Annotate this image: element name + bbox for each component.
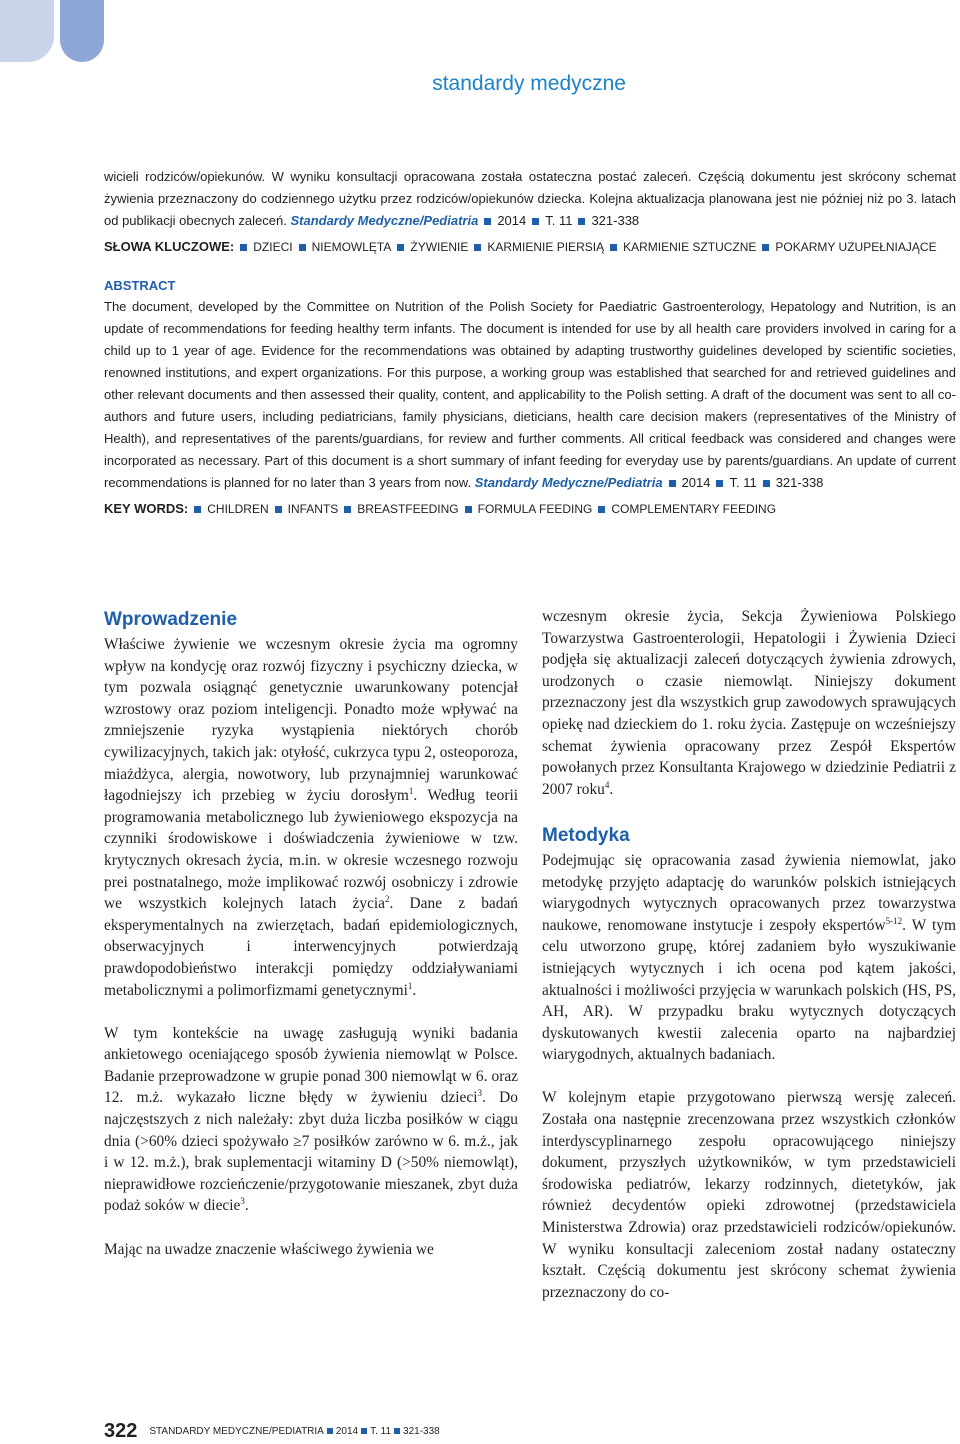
keyword-pl: NIEMOWLĘTA — [311, 240, 392, 254]
abstract-text: The document, developed by the Committee on Nutrition of the Polish Society for Paediatric Gastroenterology, Hepatology and Nutrition, is an update of recommendations for feeding healthy term infants. The document is intended for use by all health care providers involved in caring for a child up to 1 year of age. Evidence for the recommendations was obtained by adapting trustworthy guidelines developed by scientific societies, renowned institutions, and expert organizations. For this purpose, a working group was established that searched for and retrieved guidelines and other relevant documents and then assessed their quality, content, and applicability to the Polish setting. A draft of the document was sent to all co-authors and future users, including pediatricians, family physicians, dieticians, health care decision makers (representatives of the Ministry of Health), and representatives of the parents/guardians, for review and further comments. All critical feedback was considered and changes were incorporated as necessary. Part of this document is a short summary of infant feeding for everyday use by parents/guardians. An update of current recommendations is planned for no later than 3 years from now. — [104, 299, 956, 490]
body-text: wczesnym okresie życia, Sekcja Żywieniowa Polskiego Towarzystwa Gastroenterologii, Hepatologii i Żywienia Dzieci podjęła się aktualizacji zaleceń dotyczących żywienia zdrowych, urodzonych o czasie niemowląt. Niniejszy dokument przeznaczony jest dla wszystkich grup zawodowych sprawujących opiekę nad dzieckiem do 1. roku życia. Zastępuje on wcześniejszy schemat żywienia opracowany przez Zespół Ekspertów powołanych przez Konsultanta Krajowego w dziedzinie Pediatrii z 2007 roku — [542, 608, 956, 798]
citation-journal: Standardy Medyczne/Pediatria — [290, 213, 479, 228]
body-text: . W tym celu utworzono grupę, której zadaniem było wyszukiwanie istniejących wytycznych i ich ocena pod kątem jakości, aktualności i możliwości przyjęcia w warunkach polskich (HS, PS, AH, AR). W przypadku braku wytycznych dotyczących dyskutowanych kwestii zalecenia oparto na najbardziej wiarygodnych, aktualnych badaniach. — [542, 916, 956, 1064]
body-paragraph: Mając na uwadze znaczenie właściwego żywienia we — [104, 1240, 434, 1258]
keyword-en: CHILDREN — [207, 502, 269, 516]
square-bullet-icon — [397, 244, 404, 251]
citation-year: 2014 — [497, 213, 527, 228]
section-heading-introduction: Wprowadzenie — [104, 609, 238, 630]
square-bullet-icon — [763, 480, 770, 487]
keyword-en: BREASTFEEDING — [357, 502, 459, 516]
reference-marker: 1 — [407, 980, 413, 991]
keyword-pl: DZIECI — [253, 240, 293, 254]
keywords-en-label: KEY WORDS: — [104, 501, 189, 516]
square-bullet-icon — [484, 218, 491, 225]
reference-marker: 3 — [240, 1196, 245, 1207]
body-paragraph — [542, 850, 956, 1066]
square-bullet-icon — [598, 506, 605, 513]
footer-pages: 321-338 — [403, 1426, 440, 1437]
body-column-left — [104, 606, 518, 1282]
reference-marker: 5-12 — [885, 915, 903, 926]
keyword-pl: KARMIENIE SZTUCZNE — [623, 240, 757, 254]
reference-marker: 2 — [385, 894, 390, 904]
keywords-pl — [104, 238, 956, 256]
keyword-pl: POKARMY UZUPEŁNIAJĄCE — [775, 240, 937, 254]
square-bullet-icon — [240, 244, 247, 251]
citation-volume: T. 11 — [545, 213, 573, 228]
body-paragraph — [104, 1023, 518, 1217]
page-footer — [104, 1420, 440, 1443]
corner-decoration-dark — [60, 0, 104, 62]
citation-year: 2014 — [681, 475, 711, 490]
reference-marker: 4 — [604, 779, 610, 790]
article-front-matter — [104, 166, 956, 518]
square-bullet-icon — [578, 218, 585, 225]
square-bullet-icon — [716, 480, 723, 487]
square-bullet-icon — [394, 1428, 400, 1434]
corner-decoration-light — [0, 0, 54, 62]
citation-en — [475, 475, 824, 490]
square-bullet-icon — [669, 480, 676, 487]
page-number: 322 — [104, 1420, 138, 1442]
reference-marker: 3 — [477, 1088, 482, 1099]
citation-pages: 321-338 — [775, 475, 824, 490]
body-text: . Dane z badań eksperymentalnych na zwierzętach, badań epidemiologicznych, obserwacyjnych i interwencyjnych potwierdzają prawdopodobieństwo interakcji pomiędzy oddziaływaniami metabolicznymi a polimorfizmami genetycznymi — [104, 895, 518, 999]
keywords-pl-label: SŁOWA KLUCZOWE: — [104, 239, 235, 254]
body-text: . Do najczęstszych z nich należały: zbyt duża liczba posiłków w ciągu dnia (>60% dzieci spożywało ≥7 posiłków zarówno w 6. m.ż., jak i w 12. m.ż.), brak suplementacji witaminy D (>50% niemowląt), nieprawidłowe rozcieńczenie/przygotowanie mieszanek, zbyt duża podaż soków w diecie — [104, 1089, 518, 1215]
abstract-heading: ABSTRACT — [104, 278, 176, 293]
body-text: . Według teorii programowania metabolicznego lub żywieniowego ekspozycja na czynniki środowiskowe i doświadczenia żywieniowe w tzw. krytycznych okresach życia, m.in. w okresie wczesnego rozwoju prei postnatalnego, może implikować rozwój osobniczy i zdrowie we wszystkich kolejnych latach życia — [104, 787, 518, 913]
keyword-en: FORMULA FEEDING — [477, 502, 593, 516]
keyword-pl: KARMIENIE PIERSIĄ — [487, 240, 605, 254]
reference-marker: 1 — [408, 786, 414, 797]
body-text: . — [609, 780, 614, 798]
body-paragraph — [104, 634, 518, 1001]
square-bullet-icon — [194, 506, 201, 513]
keyword-en: COMPLEMENTARY FEEDING — [611, 502, 777, 516]
intro-text: wicieli rodziców/opiekunów. W wyniku konsultacji opracowana została ostateczna postać zaleceń. Częścią dokumentu jest skrócony schemat żywienia przeznaczony do codziennego użytku przez rodziców/opiekunów dziecka. Kolejna aktualizacja planowana jest nie później niż po 3. latach od publikacji obecnych zaleceń. — [104, 169, 956, 228]
square-bullet-icon — [762, 244, 769, 251]
citation-pages: 321-338 — [591, 213, 640, 228]
footer-volume: T. 11 — [370, 1426, 392, 1437]
body-column-right — [542, 606, 956, 1325]
square-bullet-icon — [610, 244, 617, 251]
body-paragraph — [542, 606, 956, 800]
body-text: . — [244, 1197, 249, 1215]
keyword-pl: ŻYWIENIE — [410, 240, 469, 254]
square-bullet-icon — [361, 1428, 367, 1434]
square-bullet-icon — [344, 506, 351, 513]
square-bullet-icon — [465, 506, 472, 513]
keywords-en — [104, 500, 956, 518]
footer-journal-name: STANDARDY MEDYCZNE — [149, 1426, 270, 1437]
body-paragraph: W kolejnym etapie przygotowano pierwszą wersję zaleceń. Została ona następnie zrecenzowana przez wszystkich członków interdyscyplinarnego zespołu opracowującego niniejszy dokument, przyszłych użytkowników, w tym przedstawicieli środowiska pediatrów, lekarzy rodzinnych, dietetyków, jak również decydentów opieki zdrowotnej (przedstawiciela Ministerstwa Zdrowia) oraz przedstawicieli rodziców/opiekunów. W wyniku konsultacji zaleceniom został nadany ostateczny kształt. Częścią dokumentu jest skrócony schemat żywienia przeznaczony do co- — [542, 1089, 956, 1301]
citation-journal: Standardy Medyczne/Pediatria — [474, 475, 663, 490]
body-text: Właściwe żywienie we wczesnym okresie życia ma ogromny wpływ na kondycję oraz rozwój fizyczny i psychiczny dziecka, w tym pozwala osiągnąć genetycznie uwarunkowany potencjał wzrostowy oraz poziom inteligencji. Ponadto może wpływać na zmniejszenie ryzyka wystąpienia niektórych chorób cywilizacyjnych, takich jak: otyłość, cukrzyca typu 2, osteoporoza, miażdżyca, alergia, nowotwory, lub przynajmniej warunkować łagodniejszy ich przebieg w życiu dorosłym — [104, 636, 518, 805]
square-bullet-icon — [299, 244, 306, 251]
body-text: . — [412, 981, 417, 999]
square-bullet-icon — [532, 218, 539, 225]
section-heading-methodology: Metodyka — [542, 824, 630, 846]
running-head: standardy medyczne — [432, 72, 626, 95]
body-text: W tym kontekście na uwagę zasługują wyniki badania ankietowego oceniającego sposób żywienia niemowląt w Polsce. Badanie przeprowadzone w grupie ponad 300 niemowląt w 6. oraz 12. m.ż. wykazało liczne błędy w żywieniu dzieci — [104, 1024, 518, 1107]
abstract-body — [104, 296, 956, 494]
square-bullet-icon — [275, 506, 282, 513]
square-bullet-icon — [474, 244, 481, 251]
body-text: Podejmując się opracowania zasad żywienia niemowlat, jako metodykę przyjęto adaptację do warunków polskich istniejących wiarygodnych wytycznych opracowanych przez towarzystwa naukowe, renomowane instytucje i zespoły ekspertów — [542, 851, 956, 934]
abstract-section — [104, 276, 956, 494]
footer-year: 2014 — [335, 1426, 359, 1437]
citation-volume: T. 11 — [729, 475, 757, 490]
footer-journal-section: /PEDIATRIA — [269, 1426, 324, 1437]
citation-pl — [290, 213, 639, 228]
keyword-en: INFANTS — [287, 502, 339, 516]
square-bullet-icon — [327, 1428, 333, 1434]
intro-continuation — [104, 166, 956, 232]
